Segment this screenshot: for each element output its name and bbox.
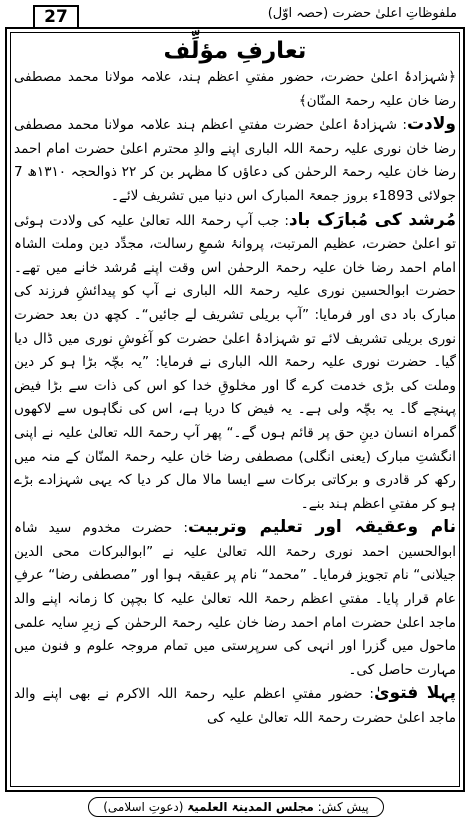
footer-presented-by: پیش کش bbox=[321, 800, 369, 814]
section-birth bbox=[14, 113, 456, 208]
page-body bbox=[14, 36, 456, 731]
section-first-fatwa bbox=[14, 682, 456, 730]
section-name-education bbox=[14, 516, 456, 682]
section-text: : شہزادۂ اعلیٰ حضرت مفتیِ اعظم ہند علامہ مولانا محمد مصطفی رضا خان نوری علیہ رحمۃ اللہ الباری اپنے والدِ محترم اعلیٰ حضرت امام احمد رضا خان علیہ رحمۃ الرحمٰن کی دعاؤں کا مظہر بن کر ۲۲ ذوالحجہ ۱۳۱۰ھ 7 جولائی 1893ء بروز جمعۃ المبارک اس دنیا میں تشریف لائے۔ bbox=[14, 117, 456, 204]
section-text: : حضور مفتیِ اعظم علیہ رحمۃ اللہ الاکرم نے بھی اپنے والد ماجد اعلیٰ حضرت رحمۃ اللہ تعالیٰ علیہ کی bbox=[14, 686, 456, 727]
page-header bbox=[5, 2, 465, 28]
running-head: ملفوظاتِ اعلیٰ حضرت (حصہ اوّل) bbox=[267, 6, 457, 21]
page-title: تعارفِ مؤلِّف bbox=[163, 38, 307, 64]
section-heading: ولادت bbox=[406, 114, 456, 135]
section-heading: پہلا فتویٰ bbox=[373, 683, 456, 704]
footer-publisher: پیش کش: مجلس المدینۃ العلمیۃ (دعوتِ اسلامی) bbox=[88, 797, 384, 817]
section-heading: مُرشد کی مُبارَک باد bbox=[288, 209, 456, 230]
section-heading: نام وعقیقہ اور تعلیم وتربیت bbox=[188, 517, 457, 538]
section-congratulations bbox=[14, 209, 456, 517]
intro-line: ﴿شہزادۂ اعلیٰ حضرت، حضور مفتیِ اعظم ہند، علامہ مولانا محمد مصطفی رضا خان علیہ رحمۃ المنّان﴾ bbox=[14, 70, 456, 109]
page-footer bbox=[0, 796, 472, 817]
page-number: 27 bbox=[33, 5, 79, 27]
section-text: : جب آپ رحمۃ اللہ تعالیٰ علیہ کی ولادت ہوئی تو اعلیٰ حضرت، عظیم المرتبت، پروانۂ شمعِ رسالت، مجدِّد دین وملت الشاہ امام احمد رضا خان علیہ رحمۃ الرحمٰن اس وقت اپنے مُرشد خانے میں تھے۔ حضرت ابوالحسین نوری علیہ رحمۃ اللہ الباری نے آپ کو پیدائشِ فرزند کی مبارک باد دی اور فرمایا: ”آپ بریلی تشریف لے جائیں“۔ کچھ دن بعد حضرت نوری بریلی تشریف لائے تو شہزادۂ اعلیٰ حضرت کو آغوشِ نوری میں ڈال دیا گیا۔ حضرت نوری علیہ رحمۃ اللہ الباری نے فرمایا: ”یہ بچّہ بڑا ہو کر دین وملت کی بڑی خدمت کرے گا اور مخلوقِ خدا کو اس کی ذات سے بڑا فیض پہنچے گا۔ یہ بچّہ ولی ہے۔ یہ فیض کا دریا ہے، اس کی نگاہوں سے لاکھوں گمراہ انسان دینِ حق پر قائم ہوں گے۔“ پھر آپ رحمۃ اللہ تعالیٰ علیہ نے اپنی انگشتِ مبارک (یعنی انگلی) مصطفی رضا خان علیہ رحمۃ المنّان کے منہ میں رکھ کر قادری و برکاتی برکات سے ایسا مالا مال کر دیا کہ یہی شہزادے بڑے ہو کر مفتیِ اعظم ہند بنے۔ bbox=[14, 212, 456, 512]
footer-org: مجلس المدینۃ العلمیۃ bbox=[187, 800, 314, 814]
footer-dawat: (دعوتِ اسلامی) bbox=[103, 800, 184, 814]
section-text: : حضرت مخدوم سید شاہ ابوالحسین احمد نوری رحمۃ اللہ تعالیٰ علیہ نے ”ابوالبرکات محی الدین جیلانی“ نام تجویز فرمایا۔ ”محمد“ نام پر عقیقہ ہوا اور ”مصطفی رضا“ عرفِ عام قرار پایا۔ مفتیِ اعظم رحمۃ اللہ تعالیٰ علیہ کا بچپن کا زمانہ اپنے والد ماجد اعلیٰ حضرت امام احمد رضا خان علیہ رحمۃ الرحمٰن کے زیرِ سایہ علمی ماحول میں گزرا اور انہی کی سرپرستی میں تمام مروجہ علوم و فنون میں مہارت حاصل کی۔ bbox=[14, 520, 456, 678]
